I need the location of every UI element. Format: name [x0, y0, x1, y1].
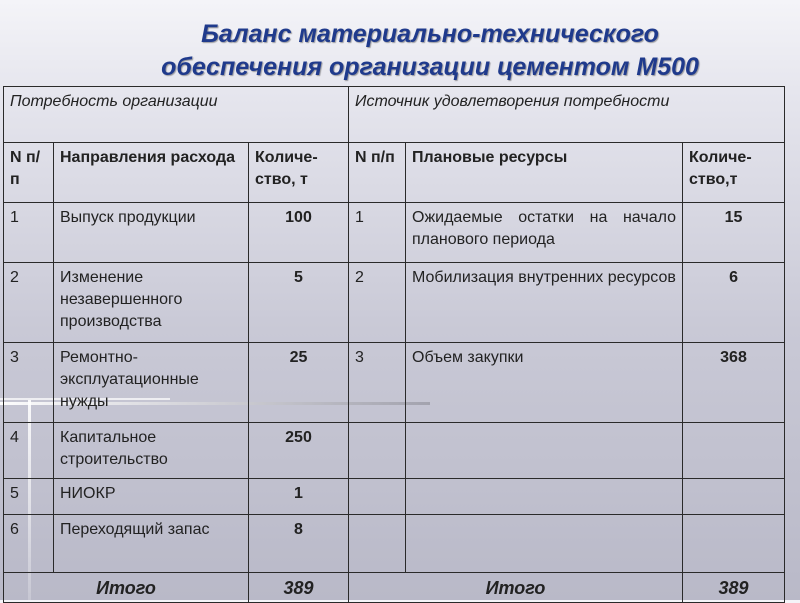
row-qty-right	[683, 479, 785, 515]
row-qty: 100	[249, 203, 349, 263]
row-num: 2	[4, 263, 54, 343]
row-direction: Выпуск продукции	[54, 203, 249, 263]
column-header-row	[4, 143, 785, 203]
total-qty-left: 389	[249, 573, 349, 603]
row-resource	[406, 515, 683, 573]
title-line-2: обеспечения организации цементом М500	[161, 53, 699, 81]
header-demand: Потребность организации	[4, 87, 349, 143]
row-qty: 25	[249, 343, 349, 423]
table-row	[4, 263, 785, 343]
row-qty-right	[683, 515, 785, 573]
total-qty-right: 389	[683, 573, 785, 603]
table-row	[4, 343, 785, 423]
row-qty: 250	[249, 423, 349, 479]
row-resource	[406, 479, 683, 515]
row-num: 3	[4, 343, 54, 423]
row-num-right	[349, 515, 406, 573]
row-num-right: 3	[349, 343, 406, 423]
table-row	[4, 423, 785, 479]
row-direction: НИОКР	[54, 479, 249, 515]
row-qty: 1	[249, 479, 349, 515]
total-label-left: Итого	[4, 573, 249, 603]
table-row	[4, 203, 785, 263]
row-num-right: 1	[349, 203, 406, 263]
row-direction: Переходящий запас	[54, 515, 249, 573]
header-num: N п/п	[4, 143, 54, 203]
header-num-right: N п/п	[349, 143, 406, 203]
row-num-right	[349, 479, 406, 515]
row-num: 1	[4, 203, 54, 263]
row-direction: Изменение незавершенного производства	[54, 263, 249, 343]
row-resource: Мобилизация внутренних ресурсов	[406, 263, 683, 343]
group-header-row	[4, 87, 785, 143]
row-qty-right	[683, 423, 785, 479]
header-direction: Направления расхода	[54, 143, 249, 203]
row-num: 6	[4, 515, 54, 573]
page-title	[0, 18, 800, 84]
table-row	[4, 515, 785, 573]
row-num: 5	[4, 479, 54, 515]
header-qty: Количе-ство, т	[249, 143, 349, 203]
row-direction: Капитальное строительство	[54, 423, 249, 479]
total-label-right: Итого	[349, 573, 683, 603]
row-num: 4	[4, 423, 54, 479]
header-qty-right: Количе-ство,т	[683, 143, 785, 203]
row-qty-right: 368	[683, 343, 785, 423]
row-direction: Ремонтно-эксплуатационные нужды	[54, 343, 249, 423]
row-qty: 5	[249, 263, 349, 343]
row-qty: 8	[249, 515, 349, 573]
balance-table	[3, 86, 785, 603]
total-row	[4, 573, 785, 603]
row-qty-right: 6	[683, 263, 785, 343]
header-resources: Плановые ресурсы	[406, 143, 683, 203]
row-resource: Ожидаемые остатки на начало планового периода	[406, 203, 683, 263]
row-resource	[406, 423, 683, 479]
row-qty-right: 15	[683, 203, 785, 263]
header-source: Источник удовлетворения потребности	[349, 87, 785, 143]
row-num-right	[349, 423, 406, 479]
table-row	[4, 479, 785, 515]
row-resource: Объем закупки	[406, 343, 683, 423]
title-line-1: Баланс материально-технического	[201, 20, 659, 48]
row-num-right: 2	[349, 263, 406, 343]
